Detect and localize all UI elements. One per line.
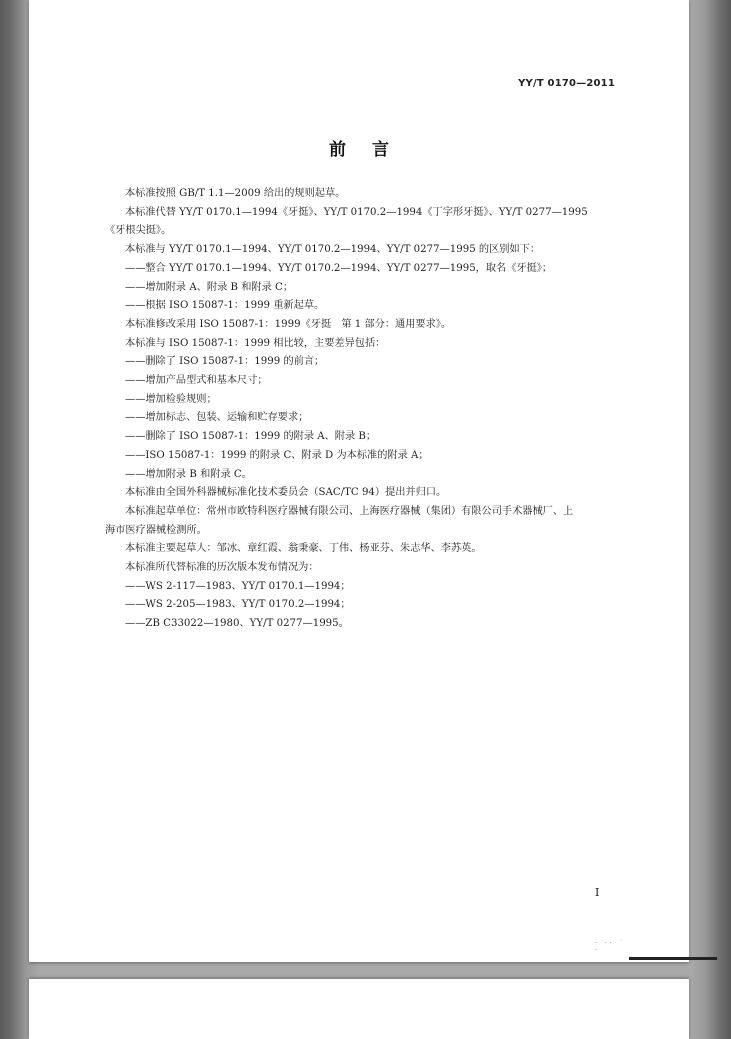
next-page-edge [29, 979, 689, 1039]
list-item: ——增加产品型式和基本尺寸； [125, 375, 268, 387]
list-item: ——根据 ISO 15087-1：1999 重新起草。 [125, 300, 325, 312]
text-line: 本标准修改采用 ISO 15087-1：1999《牙挺 第 1 部分：通用要求》。 [125, 318, 452, 330]
text-line: 本标准起草单位：常州市欧特科医疗器械有限公司、上海医疗器械（集团）有限公司手术器械厂、上 [125, 505, 574, 517]
text-line: 海市医疗器械检测所。 [105, 524, 207, 536]
text-line: 本标准所代替标准的历次版本发布情况为： [125, 562, 319, 574]
standard-code: YY/T 0170—2011 [518, 78, 615, 89]
list-item: ——ISO 15087-1：1999 的附录 C、附录 D 为本标准的附录 A； [125, 449, 429, 461]
text-line: 本标准由全国外科器械标准化技术委员会（SAC/TC 94）提出并归口。 [125, 487, 447, 499]
list-item: ——增加检验规则； [125, 393, 217, 405]
list-item: ——删除了 ISO 15087-1：1999 的前言； [125, 356, 325, 368]
document-page [29, 0, 689, 962]
page-number: I [595, 886, 600, 899]
text-line: 《牙根尖挺》。 [105, 225, 172, 237]
list-item: ——WS 2-117—1983、YY/T 0170.1—1994； [125, 580, 351, 592]
text-line: 本标准与 ISO 15087-1：1999 相比较，主要差异包括： [125, 337, 386, 349]
text-line: 本标准代替 YY/T 0170.1—1994《牙挺》、YY/T 0170.2—1994《丁字形牙挺》、YY/T 0277—1995 [125, 206, 588, 218]
foreword-body [105, 185, 625, 634]
list-item: ——增加附录 A、附录 B 和附录 C； [125, 281, 294, 293]
list-item: ——整合 YY/T 0170.1—1994、YY/T 0170.2—1994、YY/T 0277—1995，取名《牙挺》； [125, 262, 553, 274]
page-title: 前言 [329, 140, 415, 160]
list-item: ——删除了 ISO 15087-1：1999 的附录 A、附录 B； [125, 431, 377, 443]
text-line: 本标准与 YY/T 0170.1—1994、YY/T 0170.2—1994、YY/T 0277—1995 的区别如下： [125, 244, 541, 256]
list-item: ——WS 2-205—1983、YY/T 0170.2—1994； [125, 599, 351, 611]
list-item: ——ZB C33022—1980、YY/T 0277—1995。 [125, 618, 349, 630]
list-item: ——增加附录 B 和附录 C。 [125, 468, 252, 480]
text-line: 本标准主要起草人：邹冰、章红霞、翁秉豪、丁伟、杨亚芬、朱志华、李苏英。 [125, 543, 482, 555]
scan-artifact: · ·· ˙ · [595, 940, 626, 954]
list-item: ——增加标志、包装、运输和贮存要求； [125, 412, 309, 424]
text-line: 本标准按照 GB/T 1.1—2009 给出的规则起草。 [125, 188, 346, 199]
page-edge-line [629, 957, 717, 960]
